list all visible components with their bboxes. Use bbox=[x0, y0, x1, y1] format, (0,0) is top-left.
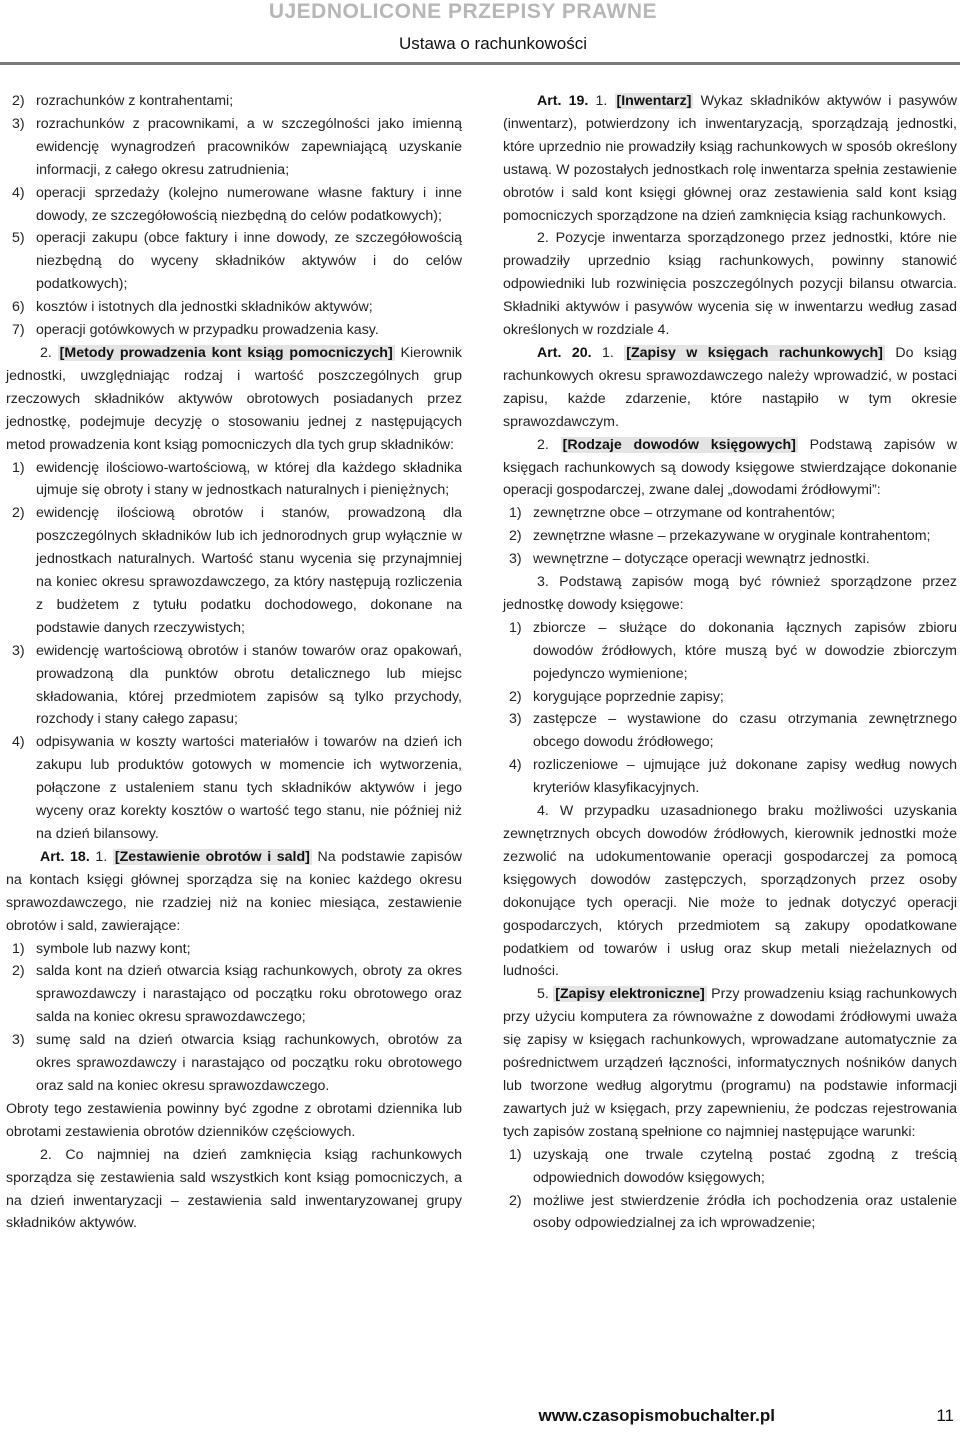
list-item: 1) uzyskają one trwale czytelną postać zgodną z treścią odpowiednich dowodów księgowych; bbox=[509, 1146, 957, 1186]
list-item: 7) operacji gotówkowych w przypadku prowadzenia kasy. bbox=[12, 322, 379, 339]
list-item: 2) salda kont na dzień otwarcia ksiąg rachunkowych, obroty za okres sprawozdawczy i narastająco od początku roku obrotowego oraz salda na koniec okresu sprawozdawczego; bbox=[12, 963, 462, 1026]
header-subtitle: Ustawa o rachunkowości bbox=[398, 34, 587, 53]
list-item: 3) rozrachunków z pracownikami, a w szczególności jako imienną ewidencję wynagrodzeń pracowników zapewniającą uzyskanie informacji, z całego okresu zatrudnienia; bbox=[12, 115, 462, 178]
article-19: Art. 19. 1. [Inwentarz] Wykaz składników aktywów i pasywów (inwentarz), potwierdzony ich inwentaryzacją, sporządzają jednostki, które uprzednio nie prowadziły ksiąg rachunkowych w sposób określony ustawą. W pozostałych jednostkach rolę inwentarza spełnia zestawienie obrotów i sald kont księgi głównej oraz zestawienia sald kont ksiąg pomocniczych sporządzone na dzień zamknięcia ksiąg rachunkowych. bbox=[503, 93, 957, 224]
article-20: Art. 20. 1. [Zapisy w księgach rachunkowych] Do ksiąg rachunkowych okresu sprawozdawczego należy wprowadzić, w postaci zapisu, każde zdarzenie, które nastąpiło w tym okresie sprawozdawczym. bbox=[503, 344, 957, 430]
paragraph-20-2: 2. [Rodzaje dowodów księgowych] Podstawą zapisów w księgach rachunkowych są dowody księgowe stwierdzające dokonanie operacji gospodarczej, zwane dalej „dowodami źródłowymi”: bbox=[503, 436, 957, 499]
paragraph-20-3: 3. Podstawą zapisów mogą być również sporządzone przez jednostkę dowody księgowe: bbox=[503, 574, 957, 613]
section-tag: [Zestawienie obrotów i sald] bbox=[114, 848, 310, 865]
right-column bbox=[503, 90, 957, 1235]
paragraph-methods: 2. [Metody prowadzenia kont ksiąg pomocniczych] Kierownik jednostki, uwzględniając rodzaj i wartość poszczególnych grup rzeczowych składników aktywów obrotowych posiadanych przez jednostkę, podejmuje decyzję o stosowaniu jednej z następujących metod prowadzenia kont ksiąg pomocniczych dla tych grup składników: bbox=[6, 344, 462, 453]
header-title: UJEDNOLICONE PRZEPISY PRAWNE bbox=[268, 0, 657, 23]
paragraph-18-2: 2. Co najmniej na dzień zamknięcia ksiąg rachunkowych sporządza się zestawienia sald wszystkich kont ksiąg pomocniczych, a na dzień inwentaryzacji – zestawienia sald inwentaryzowanej grupy składników aktywów. bbox=[6, 1146, 462, 1232]
list-item: 2) ewidencję ilościową obrotów i stanów, prowadzoną dla poszczególnych składników lub ich jednorodnych grup wyłącznie w jednostkach naturalnych. Wartość stanu wycenia się przynajmniej na koniec okresu sprawozdawczego, za który następują rozliczenia z budżetem z tytułu podatku dochodowego, dokonane na podstawie danych rzeczywistych; bbox=[12, 505, 462, 636]
section-tag: [Inwentarz] bbox=[616, 93, 692, 109]
list-item: 2) rozrachunków z kontrahentami; bbox=[12, 93, 234, 109]
list-item: 1) symbole lub nazwy kont; bbox=[12, 940, 191, 957]
header-divider bbox=[0, 62, 960, 65]
left-column bbox=[6, 90, 462, 1235]
list-item: 3) ewidencję wartościową obrotów i stanów towarów oraz opakowań, prowadzoną dla punktów obrotu detalicznego lub miejsc składowania, której przedmiotem zapisów są tylko przychody, rozchody i stany całego zapasu; bbox=[12, 642, 462, 728]
list-item: 6) kosztów i istotnych dla jednostki składników aktywów; bbox=[12, 299, 373, 316]
paragraph-20-4: 4. W przypadku uzasadnionego braku możliwości uzyskania zewnętrznych obcych dowodów źródłowych, kierownik jednostki może zezwolić na udokumentowanie operacji gospodarczej za pomocą księgowych dowodów zastępczych, sporządzonych przez osoby dokonujące tych operacji. Nie może to jednak dotyczyć operacji gospodarczych, których przedmiotem są zakupy opodatkowane podatkiem od towarów i usług oraz skup metali nieżelaznych od ludności. bbox=[503, 803, 957, 980]
section-tag: [Zapisy elektroniczne] bbox=[555, 986, 705, 1003]
list-item: 5) operacji zakupu (obce faktury i inne dowody, ze szczegółowością niezbędną do wyceny składników aktywów i do celów podatkowych); bbox=[12, 230, 462, 293]
list-item: 1) zbiorcze – służące do dokonania łącznych zapisów zbioru dowodów źródłowych, które muszą być w dowodzie zbiorczym pojedynczo wymienione; bbox=[509, 619, 957, 682]
list-item: 3) sumę sald na dzień otwarcia ksiąg rachunkowych, obrotów za okres sprawozdawczy i narastająco od początku roku obrotowego oraz sald na koniec okresu sprawozdawczego. bbox=[12, 1032, 462, 1094]
footer-url: www.czasopismobuchalter.pl bbox=[538, 1406, 775, 1425]
paragraph-19-2: 2. Pozycje inwentarza sporządzonego przez jednostki, które nie prowadziły uprzednio ksiąg rachunkowych, powinny stanowić odpowiedniki lub rozwinięcia poszczególnych pozycji bilansu otwarcia. Składniki aktywów i pasywów wycenia się w inwentarzu według zasad określonych w rozdziale 4. bbox=[503, 230, 957, 339]
list-item: 4) operacji sprzedaży (kolejno numerowane własne faktury i inne dowody, ze szczegółowością niezbędną do celów podatkowych); bbox=[12, 184, 462, 224]
list-item: 2) zewnętrzne własne – przekazywane w oryginale kontrahentom; bbox=[509, 528, 931, 545]
page-number: 11 bbox=[936, 1406, 954, 1425]
list-item: 1) zewnętrzne obce – otrzymane od kontrahentów; bbox=[509, 505, 836, 522]
list-item: 1) ewidencję ilościowo-wartościową, w której dla każdego składnika ujmuje się obroty i stany w jednostkach naturalnych i pieniężnych; bbox=[12, 459, 462, 499]
paragraph-obroty: Obroty tego zestawienia powinny być zgodne z obrotami dziennika lub obrotami zestawienia obrotów dzienników częściowych. bbox=[6, 1100, 462, 1140]
article-18: Art. 18. 1. [Zestawienie obrotów i sald] Na podstawie zapisów na kontach księgi głównej sporządza się na koniec każdego okresu sprawozdawczego, nie rzadziej niż na koniec miesiąca, zestawienie obrotów i sald, zawierające: bbox=[6, 848, 463, 934]
section-tag: [Metody prowadzenia kont ksiąg pomocniczych] bbox=[59, 344, 393, 361]
list-item: 3) wewnętrzne – dotyczące operacji wewnątrz jednostki. bbox=[509, 551, 870, 568]
list-item: 4) odpisywania w koszty wartości materiałów i towarów na dzień ich zakupu lub produktów gotowych w momencie ich wytworzenia, połączone z ustaleniem stanu tych składników aktywów i jego wyceny oraz korekty kosztów o wartość tego stanu, nie później niż na dzień bilansowy. bbox=[12, 734, 462, 842]
section-tag: [Zapisy w księgach rachunkowych] bbox=[626, 344, 883, 361]
list-item: 4) rozliczeniowe – ujmujące już dokonane zapisy według nowych kryteriów klasyfikacyjnych. bbox=[509, 757, 957, 797]
list-item: 2) korygujące poprzednie zapisy; bbox=[509, 688, 724, 705]
list-item: 3) zastępcze – wystawione do czasu otrzymania zewnętrznego obcego dowodu źródłowego; bbox=[509, 711, 957, 751]
paragraph-20-5: 5. [Zapisy elektroniczne] Przy prowadzeniu ksiąg rachunkowych przy użyciu komputera za równoważne z dowodami źródłowymi uważa się zapisy w księgach rachunkowych, wprowadzane automatycznie za pośrednictwem urządzeń łączności, informatycznych nośników danych lub tworzone według algorytmu (programu) na podstawie informacji zawartych już w księgach, przy zapewnieniu, że podczas rejestrowania tych zapisów zostaną spełnione co najmniej następujące warunki: bbox=[503, 986, 957, 1140]
section-tag: [Rodzaje dowodów księgowych] bbox=[562, 436, 796, 453]
list-item: 2) możliwe jest stwierdzenie źródła ich pochodzenia oraz ustalenie osoby odpowiedzialnej za ich wprowadzenie; bbox=[509, 1192, 957, 1232]
